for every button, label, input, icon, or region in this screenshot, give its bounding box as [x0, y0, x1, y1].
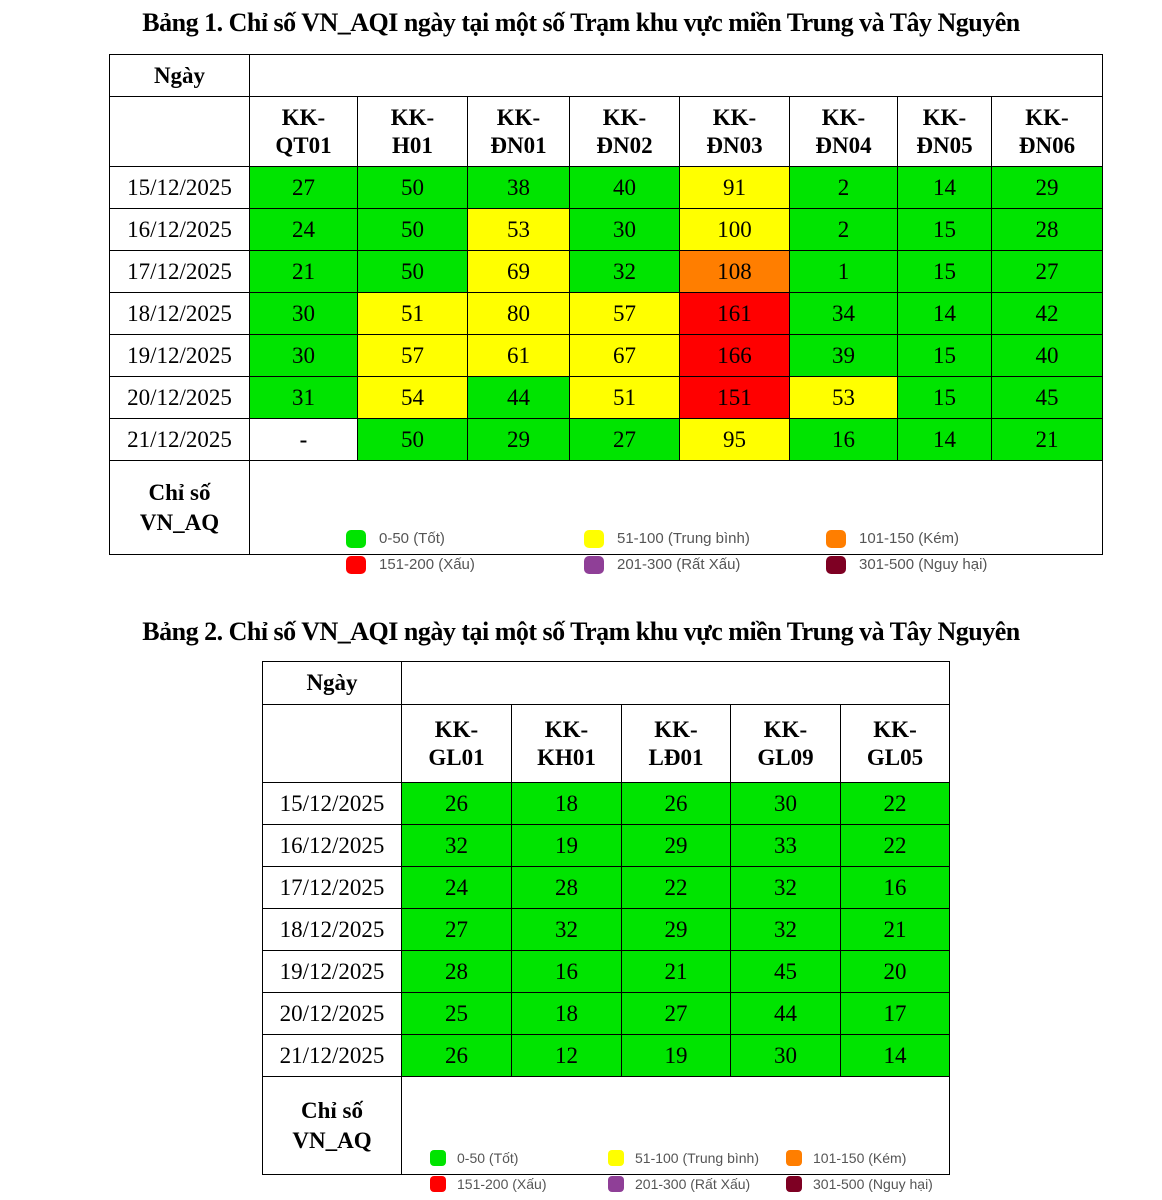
aqi-value-cell: 22: [622, 867, 731, 909]
aqi-value-cell: 30: [250, 293, 358, 335]
table-row: [110, 209, 1103, 251]
date-cell: 20/12/2025: [110, 377, 250, 419]
date-cell: 19/12/2025: [263, 951, 402, 993]
aqi-value-cell: 32: [570, 251, 680, 293]
date-cell: 15/12/2025: [263, 783, 402, 825]
corner-blank: [263, 705, 402, 783]
legend-swatch: [584, 530, 604, 548]
aqi-value-cell: 2: [790, 209, 898, 251]
table-row: [110, 377, 1103, 419]
aqi-value-cell: 34: [790, 293, 898, 335]
aqi-value-cell: 44: [731, 993, 841, 1035]
legend-swatch: [430, 1176, 446, 1192]
aqi-value-cell: 40: [570, 167, 680, 209]
station-header: KK- ĐN04: [790, 97, 898, 167]
station-header: KK- ĐN06: [992, 97, 1103, 167]
station-header: KK- QT01: [250, 97, 358, 167]
aqi-value-cell: 14: [841, 1035, 950, 1077]
station-header: KK- H01: [358, 97, 468, 167]
header-blank: [402, 662, 950, 705]
aqi-value-cell: 26: [622, 783, 731, 825]
aqi-value-cell: 45: [992, 377, 1103, 419]
aqi-value-cell: 29: [622, 909, 731, 951]
date-cell: 17/12/2025: [263, 867, 402, 909]
aqi-value-cell: 26: [402, 1035, 512, 1077]
legend-item: 301-500 (Nguy hại): [826, 556, 987, 574]
legend-swatch: [608, 1150, 624, 1166]
aqi-value-cell: 27: [570, 419, 680, 461]
corner-blank: [110, 97, 250, 167]
date-cell: 16/12/2025: [263, 825, 402, 867]
aqi-value-cell: 18: [512, 993, 622, 1035]
aqi-value-cell: 16: [512, 951, 622, 993]
aqi-table-2: [262, 661, 950, 1192]
legend-item: 301-500 (Nguy hại): [786, 1176, 933, 1192]
aqi-value-cell: 30: [250, 335, 358, 377]
aqi-value-cell: 32: [731, 909, 841, 951]
aqi-value-cell: 161: [680, 293, 790, 335]
aqi-value-cell: 29: [622, 825, 731, 867]
date-cell: 18/12/2025: [110, 293, 250, 335]
aqi-value-cell: 24: [250, 209, 358, 251]
aqi-value-cell: 15: [898, 209, 992, 251]
aqi-value-cell: 151: [680, 377, 790, 419]
table1-title: Bảng 1. Chỉ số VN_AQI ngày tại một số Trạm khu vực miền Trung và Tây Nguyên: [142, 8, 1020, 37]
aqi-value-cell: 15: [898, 335, 992, 377]
aqi-value-cell: 27: [992, 251, 1103, 293]
aqi-value-cell: 61: [468, 335, 570, 377]
legend-swatch: [786, 1150, 802, 1166]
station-header: KK- GL09: [731, 705, 841, 783]
aqi-value-cell: 32: [512, 909, 622, 951]
legend-item: 0-50 (Tốt): [430, 1150, 518, 1166]
table2-title: Bảng 2. Chỉ số VN_AQI ngày tại một số Trạm khu vực miền Trung và Tây Nguyên: [142, 617, 1020, 646]
aqi-value-cell: 27: [622, 993, 731, 1035]
aqi-value-cell: 32: [731, 867, 841, 909]
legend-swatch: [608, 1176, 624, 1192]
aqi-value-cell: 95: [680, 419, 790, 461]
aqi-value-cell: 21: [841, 909, 950, 951]
aqi-value-cell: 54: [358, 377, 468, 419]
legend-swatch: [346, 530, 366, 548]
aqi-value-cell: 21: [992, 419, 1103, 461]
legend-swatch: [430, 1150, 446, 1166]
aqi-value-cell: 166: [680, 335, 790, 377]
table-row: [263, 867, 950, 909]
aqi-value-cell: 57: [570, 293, 680, 335]
aqi-value-cell: 45: [731, 951, 841, 993]
aqi-value-cell: 30: [731, 783, 841, 825]
aqi-value-cell: 50: [358, 209, 468, 251]
table-row: [110, 251, 1103, 293]
aqi-value-cell: 32: [402, 825, 512, 867]
aqi-table-1: [109, 54, 1103, 573]
station-header: KK- ĐN01: [468, 97, 570, 167]
table-row: [110, 293, 1103, 335]
aqi-value-cell: 44: [468, 377, 570, 419]
aqi-value-cell: 33: [731, 825, 841, 867]
aqi-value-cell: 28: [402, 951, 512, 993]
aqi-value-cell: 21: [250, 251, 358, 293]
legend-swatch: [584, 556, 604, 574]
aqi-value-cell: 29: [468, 419, 570, 461]
vn-aqi-label: Chỉ số VN_AQ: [263, 1077, 402, 1175]
station-header: KK- GL01: [402, 705, 512, 783]
aqi-value-cell: 19: [622, 1035, 731, 1077]
aqi-value-cell: 50: [358, 251, 468, 293]
aqi-value-cell: 50: [358, 419, 468, 461]
aqi-value-cell: 20: [841, 951, 950, 993]
aqi-value-cell: 1: [790, 251, 898, 293]
date-cell: 17/12/2025: [110, 251, 250, 293]
aqi-value-cell: 15: [898, 251, 992, 293]
aqi-value-cell: 108: [680, 251, 790, 293]
station-header: KK- GL05: [841, 705, 950, 783]
day-header: Ngày: [110, 55, 250, 97]
table-row: [110, 167, 1103, 209]
legend-item: 51-100 (Trung bình): [608, 1150, 759, 1166]
aqi-value-cell: 57: [358, 335, 468, 377]
date-cell: 19/12/2025: [110, 335, 250, 377]
date-cell: 21/12/2025: [110, 419, 250, 461]
legend-swatch: [786, 1176, 802, 1192]
table-row: [263, 783, 950, 825]
station-header: KK- LĐ01: [622, 705, 731, 783]
aqi-value-cell: 53: [790, 377, 898, 419]
aqi-value-cell: 14: [898, 293, 992, 335]
vn-aqi-label: Chỉ số VN_AQ: [110, 461, 250, 555]
table-row: [263, 909, 950, 951]
aqi-value-cell: 51: [570, 377, 680, 419]
aqi-value-cell: 38: [468, 167, 570, 209]
date-cell: 20/12/2025: [263, 993, 402, 1035]
aqi-value-cell: 15: [898, 377, 992, 419]
aqi-value-cell: 40: [992, 335, 1103, 377]
date-cell: 15/12/2025: [110, 167, 250, 209]
aqi-value-cell: 50: [358, 167, 468, 209]
table-row: [263, 1035, 950, 1077]
aqi-value-cell: -: [250, 419, 358, 461]
legend-item: 201-300 (Rất Xấu): [608, 1176, 750, 1192]
table-row: [110, 335, 1103, 377]
aqi-value-cell: 69: [468, 251, 570, 293]
date-cell: 16/12/2025: [110, 209, 250, 251]
table-row: [110, 419, 1103, 461]
aqi-value-cell: 67: [570, 335, 680, 377]
legend-swatch: [826, 530, 846, 548]
aqi-value-cell: 28: [512, 867, 622, 909]
aqi-value-cell: 16: [790, 419, 898, 461]
aqi-value-cell: 27: [250, 167, 358, 209]
aqi-value-cell: 42: [992, 293, 1103, 335]
station-header: KK- ĐN05: [898, 97, 992, 167]
aqi-value-cell: 22: [841, 783, 950, 825]
legend-swatch: [346, 556, 366, 574]
aqi-value-cell: 28: [992, 209, 1103, 251]
legend-item: 151-200 (Xấu): [346, 556, 475, 574]
date-cell: 21/12/2025: [263, 1035, 402, 1077]
aqi-value-cell: 22: [841, 825, 950, 867]
aqi-value-cell: 18: [512, 783, 622, 825]
aqi-value-cell: 14: [898, 167, 992, 209]
aqi-value-cell: 80: [468, 293, 570, 335]
legend-item: 101-150 (Kém): [826, 530, 959, 548]
table-row: [263, 825, 950, 867]
legend-item: 101-150 (Kém): [786, 1150, 906, 1166]
station-header: KK- ĐN02: [570, 97, 680, 167]
header-blank: [250, 55, 1103, 97]
table-row: [263, 951, 950, 993]
aqi-value-cell: 17: [841, 993, 950, 1035]
legend-swatch: [826, 556, 846, 574]
legend-cell: [250, 461, 1103, 573]
legend-item: 201-300 (Rất Xấu): [584, 556, 740, 574]
legend-cell: [402, 1077, 950, 1192]
aqi-value-cell: 53: [468, 209, 570, 251]
aqi-value-cell: 26: [402, 783, 512, 825]
table-row: [263, 993, 950, 1035]
aqi-value-cell: 39: [790, 335, 898, 377]
legend-item: 51-100 (Trung bình): [584, 530, 750, 548]
aqi-value-cell: 21: [622, 951, 731, 993]
aqi-value-cell: 29: [992, 167, 1103, 209]
aqi-value-cell: 30: [570, 209, 680, 251]
station-header: KK- ĐN03: [680, 97, 790, 167]
aqi-value-cell: 25: [402, 993, 512, 1035]
legend-item: 151-200 (Xấu): [430, 1176, 547, 1192]
aqi-value-cell: 31: [250, 377, 358, 419]
aqi-value-cell: 30: [731, 1035, 841, 1077]
day-header: Ngày: [263, 662, 402, 705]
aqi-value-cell: 51: [358, 293, 468, 335]
aqi-value-cell: 2: [790, 167, 898, 209]
legend-item: 0-50 (Tốt): [346, 530, 445, 548]
aqi-value-cell: 24: [402, 867, 512, 909]
aqi-value-cell: 16: [841, 867, 950, 909]
date-cell: 18/12/2025: [263, 909, 402, 951]
aqi-value-cell: 100: [680, 209, 790, 251]
aqi-value-cell: 12: [512, 1035, 622, 1077]
aqi-value-cell: 27: [402, 909, 512, 951]
aqi-value-cell: 19: [512, 825, 622, 867]
station-header: KK- KH01: [512, 705, 622, 783]
aqi-value-cell: 14: [898, 419, 992, 461]
aqi-value-cell: 91: [680, 167, 790, 209]
